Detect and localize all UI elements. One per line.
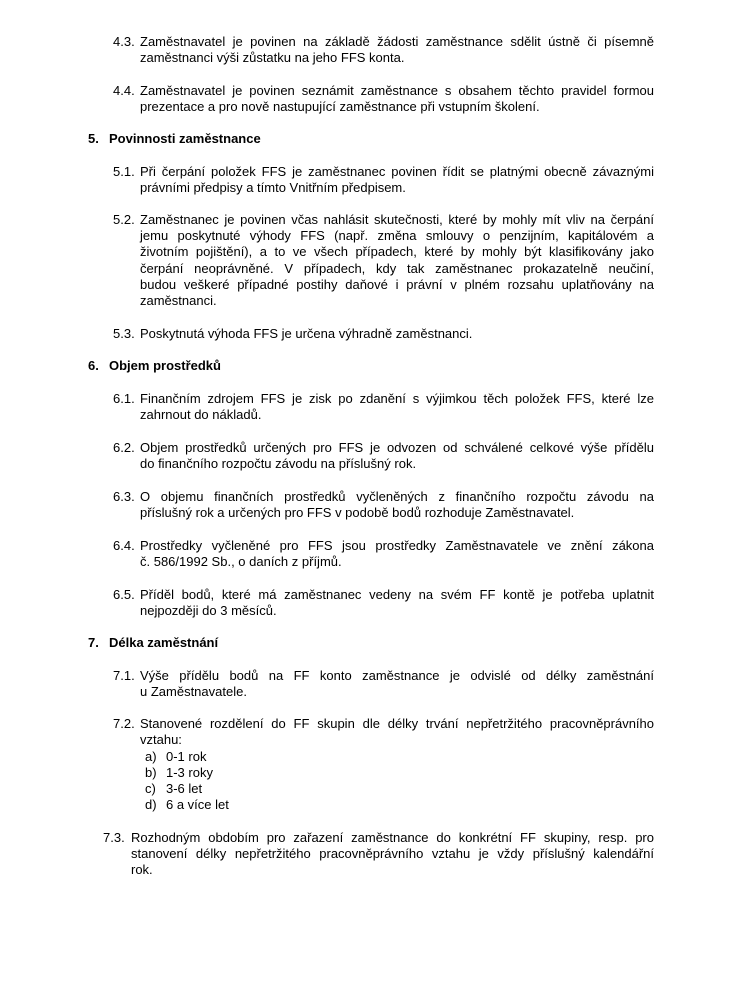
clause-line: stanovení délky nepřetržitého pracovněprávního vztahu je vždy příslušný kalendářní (131, 846, 654, 862)
clause-number: 6.1. (113, 391, 135, 406)
clause-line: příslušný rok a určených pro FFS v podobě bodů rozhoduje Zaměstnavatel. (140, 505, 575, 521)
clause-line: Při čerpání položek FFS je zaměstnanec povinen řídit se platnými obecně závaznými (140, 164, 654, 179)
clause-line: Zaměstnavatel je povinen na základě žádosti zaměstnance sdělit ústně či písemně (140, 34, 654, 49)
clause-5-2 (113, 212, 654, 309)
clause-line: zaměstnanci. (140, 293, 217, 309)
section-number: 7. (88, 635, 99, 650)
clause-number: 4.3. (113, 34, 135, 49)
clause-line: vztahu: (140, 732, 182, 748)
clause-line: zahrnout do nákladů. (140, 407, 262, 423)
clause-number: 6.5. (113, 587, 135, 602)
clause-7-3 (103, 830, 654, 879)
clause-5-1 (113, 164, 654, 196)
clause-line: čerpání neoprávněné. V případech, kdy tak zaměstnanec prokazatelně neučiní, (140, 260, 654, 276)
section-number: 6. (88, 358, 99, 373)
clause-line: právními předpisy a tímto Vnitřním předpisem. (140, 180, 406, 196)
clause-7-2 (113, 716, 654, 748)
clause-number: 7.2. (113, 716, 135, 731)
section-title: Délka zaměstnání (109, 635, 219, 650)
clause-line: Stanovené rozdělení do FF skupin dle délky trvání nepřetržitého pracovněprávního (140, 716, 654, 731)
clause-4-3 (113, 34, 654, 66)
section-number: 5. (88, 131, 99, 146)
clause-line: Rozhodným obdobím pro zařazení zaměstnance do konkrétní FF skupiny, resp. pro (131, 830, 654, 845)
group-letter: b) (145, 765, 157, 780)
clause-line: nejpozději do 3 měsíců. (140, 603, 277, 619)
clause-line: Finančním zdrojem FFS je zisk po zdanění s výjimkou těch položek FFS, které lze (140, 391, 654, 406)
group-letter: a) (145, 749, 157, 764)
clause-number: 7.3. (103, 830, 125, 845)
clause-line: Prostředky vyčleněné pro FFS jsou prostředky Zaměstnavatele ve znění zákona (140, 538, 654, 553)
clause-line: jemu poskytnuté výhody FFS (např. změna smlouvy o penzijním, kapitálovém a (140, 228, 654, 244)
clause-number: 5.3. (113, 326, 135, 341)
group-item-b (145, 765, 213, 781)
clause-number: 5.2. (113, 212, 135, 227)
section-heading-5 (88, 131, 261, 147)
group-letter: c) (145, 781, 156, 796)
clause-line: životním pojištění), a to ve všech případech, které by mohly být klasifikovány jako (140, 244, 654, 260)
clause-7-1 (113, 668, 654, 700)
clause-number: 7.1. (113, 668, 135, 683)
clause-number: 4.4. (113, 83, 135, 98)
clause-number: 5.1. (113, 164, 135, 179)
section-heading-6 (88, 358, 221, 374)
clause-line: do finančního rozpočtu závodu na příslušný rok. (140, 456, 417, 472)
clause-6-1 (113, 391, 654, 423)
clause-5-3 (113, 326, 654, 342)
group-label: 6 a více let (166, 797, 229, 812)
section-heading-7 (88, 635, 218, 651)
clause-6-2 (113, 440, 654, 472)
group-label: 0-1 rok (166, 749, 207, 764)
section-title: Povinnosti zaměstnance (109, 131, 261, 146)
clause-number: 6.4. (113, 538, 135, 553)
group-item-d (145, 797, 229, 813)
clause-line: Příděl bodů, které má zaměstnanec vedeny na svém FF kontě je potřeba uplatnit (140, 587, 654, 602)
clause-line: O objemu finančních prostředků vyčleněných z finančního rozpočtu závodu na (140, 489, 654, 504)
clause-4-4 (113, 83, 654, 115)
group-letter: d) (145, 797, 157, 812)
clause-line: Poskytnutá výhoda FFS je určena výhradně zaměstnanci. (140, 326, 473, 341)
section-title: Objem prostředků (109, 358, 221, 373)
group-item-c (145, 781, 202, 797)
clause-line: zaměstnanci výši zůstatku na jeho FFS konta. (140, 50, 405, 66)
clause-line: Výše přídělu bodů na FF konto zaměstnance je odvislé od délky zaměstnání (140, 668, 654, 683)
clause-line: rok. (131, 862, 153, 878)
clause-6-4 (113, 538, 654, 570)
clause-line: Zaměstnanec je povinen včas nahlásit skutečnosti, které by mohly mít vliv na čerpání (140, 212, 654, 227)
clause-number: 6.2. (113, 440, 135, 455)
group-label: 1-3 roky (166, 765, 213, 780)
clause-number: 6.3. (113, 489, 135, 504)
clause-line: budou veškeré případné postihy daňové i právní v plném rozsahu uplatňovány na (140, 276, 654, 292)
clause-line: Objem prostředků určených pro FFS je odvozen od schválené celkové výše přídělu (140, 440, 654, 455)
clause-6-5 (113, 587, 654, 619)
clause-line: Zaměstnavatel je povinen seznámit zaměstnance s obsahem těchto pravidel formou (140, 83, 654, 98)
clause-line: č. 586/1992 Sb., o daních z příjmů. (140, 554, 342, 570)
group-label: 3-6 let (166, 781, 203, 796)
group-item-a (145, 749, 206, 765)
clause-line: prezentace a pro nově nastupující zaměstnance při vstupním školení. (140, 99, 540, 115)
clause-line: u Zaměstnavatele. (140, 684, 247, 700)
clause-6-3 (113, 489, 654, 521)
